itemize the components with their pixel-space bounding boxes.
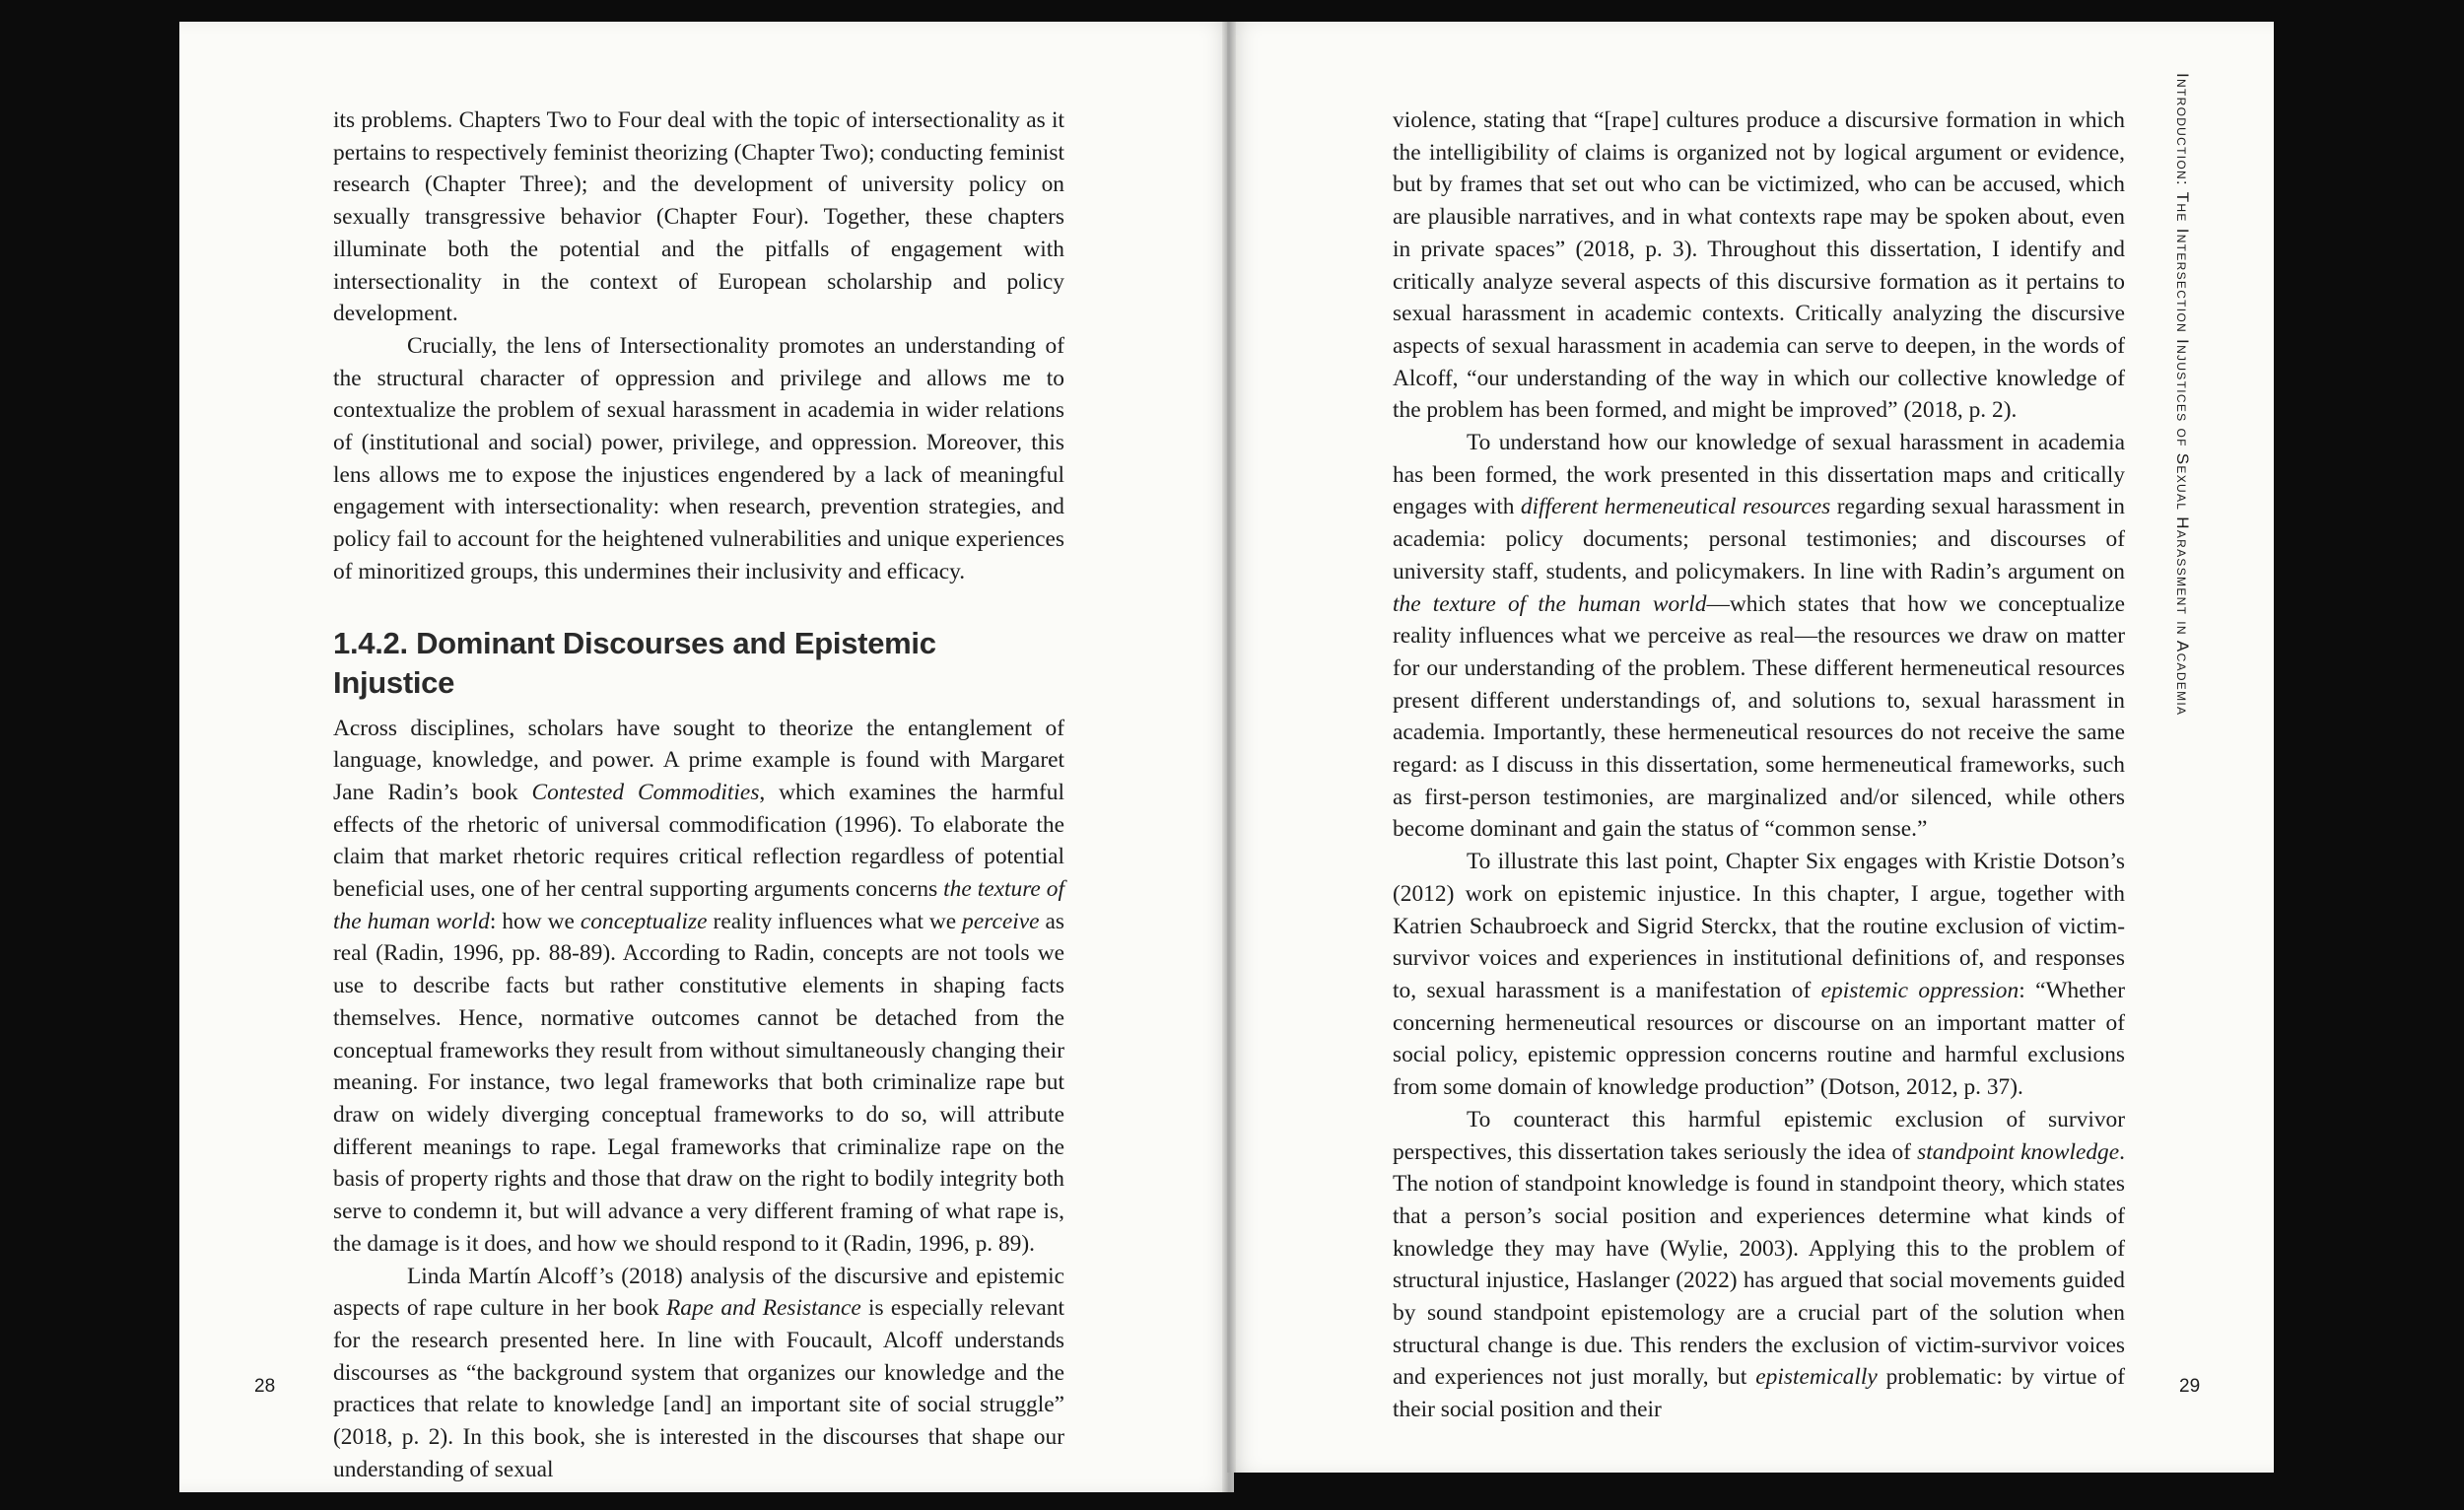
paragraph: Linda Martín Alcoff’s (2018) analysis of the discursive and epistemic aspects of rape culture in her book Rape and Resistance is especially relevant for the research presented here. In line with Foucault, Alcoff understands discourses as “the background system that organizes our knowledge and the practices that relate to knowledge [and] an important site of social struggle” (2018, p. 2). In this book, she is interested in the discourses that shape our understanding of sexual xyxy=(333,1263,1065,1482)
page-number-right: 29 xyxy=(2179,1376,2201,1397)
running-head: Introduction: The Intersection Injustices of Sexual Harassment in Academia xyxy=(2173,73,2192,717)
right-text-column xyxy=(1393,104,2125,1426)
paragraph: its problems. Chapters Two to Four deal with the topic of intersectionality as it pertains to respectively feminist theorizing (Chapter Two); conducting feminist research (Chapter Three); and the development of university policy on sexually transgressive behavior (Chapter Four). Together, these chapters illuminate both the potential and the pitfalls of engagement with intersectionality in the context of European scholarship and policy development. xyxy=(333,107,1064,327)
paragraph: Across disciplines, scholars have sought to theorize the entanglement of language, knowledge, and power. A prime example is found with Margaret Jane Radin’s book Contested Commodities, which examines the harmful effects of the rhetoric of universal commodification (1996). To elaborate the claim that market rhetoric requires critical reflection regardless of potential beneficial uses, one of her central supporting arguments concerns the texture of the human world: how we conceptualize reality influences what we perceive as real (Radin, 1996, pp. 88-89). According to Radin, concepts are not tools we use to describe facts but rather constitutive elements in shaping facts themselves. Hence, normative outcomes cannot be detached from the conceptual frameworks they result from without simultaneously changing their meaning. For instance, two legal frameworks that both criminalize rape but draw on widely diverging conceptual frameworks to do so, will attribute different meanings to rape. Legal frameworks that criminalize rape on the basis of property rights and those that draw on the right to bodily integrity both serve to condemn it, but will advance a very different framing of what rape is, the damage is it does, and how we should respond to it (Radin, 1996, p. 89). xyxy=(333,715,1064,1257)
book-gutter xyxy=(1222,22,1236,1492)
paragraph: Crucially, the lens of Intersectionality promotes an understanding of the structural character of oppression and privilege and allows me to contextualize the problem of sexual harassment in academia in wider relations of (institutional and social) power, privilege, and oppression. Moreover, this lens allows me to expose the injustices engendered by a lack of meaningful engagement with intersectionality: when research, prevention strategies, and policy fail to account for the heightened vulnerabilities and unique experiences of minoritized groups, this undermines their inclusivity and efficacy. xyxy=(333,332,1064,584)
paragraph: To illustrate this last point, Chapter Six engages with Kristie Dotson’s (2012) work on epistemic injustice. In this chapter, I argue, together with Katrien Schaubroeck and Sigrid Sterckx, that the routine exclusion of victim-survivor voices and experiences in institutional definitions of, and responses to, sexual harassment is a manifestation of epistemic oppression: “Whether concerning hermeneutical resources or discourse on an important matter of social policy, epistemic oppression concerns routine and harmful exclusions from some domain of knowledge production” (Dotson, 2012, p. 37). xyxy=(1393,849,2125,1101)
paragraph: To counteract this harmful epistemic exclusion of survivor perspectives, this dissertation takes seriously the idea of standpoint knowledge. The notion of standpoint knowledge is found in standpoint theory, which states that a person’s social position and experiences determine what kinds of knowledge they may have (Wylie, 2003). Applying this to the problem of structural injustice, Haslanger (2022) has argued that social movements guided by sound standpoint epistemology are a crucial part of the solution when structural change is due. This renders the exclusion of victim-survivor voices and experiences not just morally, but epistemically problematic: by virtue of their social position and their xyxy=(1393,1106,2125,1423)
paragraph: violence, stating that “[rape] cultures produce a discursive formation in which the intelligibility of claims is organized not by logical argument or evidence, but by frames that set out who can be victimized, who can be accused, which are plausible narratives, and in what contexts rape may be spoken about, even in private spaces” (2018, p. 3). Throughout this dissertation, I identify and critically analyze several aspects of this discursive formation as it pertains to sexual harassment in academic contexts. Critically analyzing the discursive aspects of sexual harassment in academia can serve to deepen, in the words of Alcoff, “our understanding of the way in which our collective knowledge of the problem has been formed, and might be improved” (2018, p. 2). xyxy=(1393,107,2125,424)
page-number-left: 28 xyxy=(254,1376,276,1397)
left-text-column xyxy=(333,104,1064,1485)
section-heading: 1.4.2. Dominant Discourses and Epistemic Injustice xyxy=(333,625,936,700)
paragraph: To understand how our knowledge of sexual harassment in academia has been formed, the work presented in this dissertation maps and critically engages with different hermeneutical resources regarding sexual harassment in academia: policy documents; personal testimonies; and discourses of university staff, students, and policymakers. In line with Radin’s argument on the texture of the human world—which states that how we conceptualize reality influences what we perceive as real—the resources we draw on matter for our understanding of the problem. These different hermeneutical resources present different understandings of, and solutions to, sexual harassment in academia. Importantly, these hermeneutical resources do not receive the same regard: as I discuss in this dissertation, some hermeneutical frameworks, such as first-person testimonies, are marginalized and/or silenced, while others become dominant and gain the status of “common sense.” xyxy=(1393,430,2125,843)
